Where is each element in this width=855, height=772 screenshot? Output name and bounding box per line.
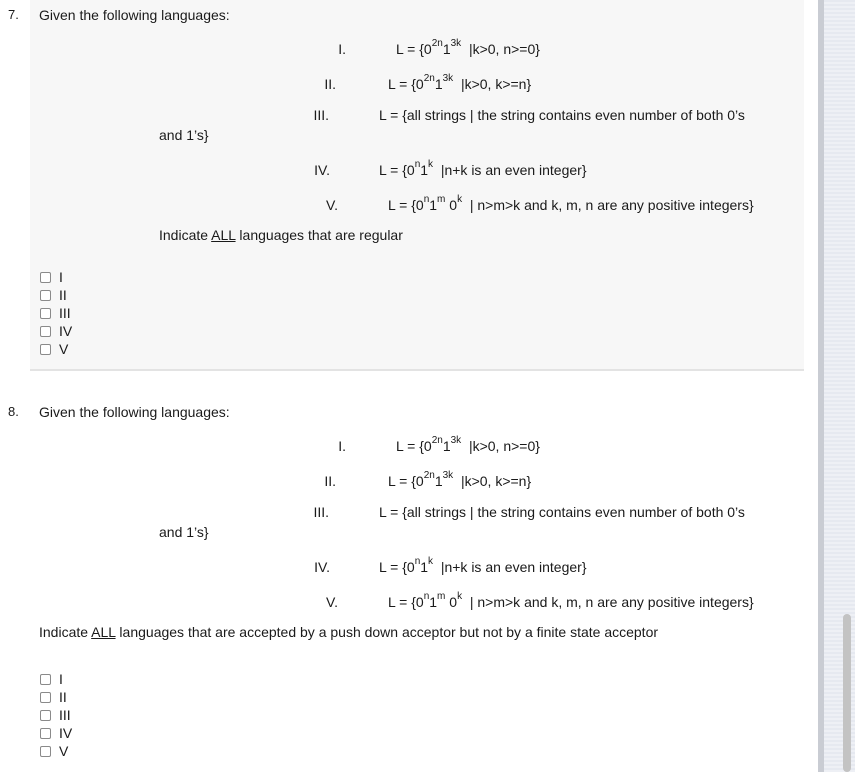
option-V[interactable] (40, 340, 68, 358)
language-definition: $L = \{0^{2n}1^{3k}$ |k>0, n>=0} (396, 435, 540, 454)
option-I[interactable] (40, 670, 63, 688)
language-definition: $L = \{0^n1^m$ 0$^k$ | n>m>k and k, m, n are any positive integers} (388, 194, 754, 213)
option-label: V (59, 743, 69, 759)
option-label: II (59, 287, 67, 303)
checkbox[interactable] (40, 674, 51, 685)
language-definition: $L = \{0^n1^m$ 0$^k$ | n>m>k and k, m, n are any positive integers} (388, 591, 754, 610)
option-II[interactable] (40, 286, 67, 304)
roman-numeral: IV. (314, 162, 330, 178)
scrollbar-thumb[interactable] (843, 614, 851, 772)
option-label: IV (59, 323, 73, 339)
option-II[interactable] (40, 688, 67, 706)
option-IV[interactable] (40, 724, 72, 742)
checkbox[interactable] (40, 728, 51, 739)
option-label: II (59, 689, 67, 705)
roman-numeral: V. (326, 197, 338, 213)
scrollbar-edge (818, 0, 824, 772)
checkbox[interactable] (40, 272, 51, 283)
option-label: III (59, 305, 71, 321)
language-definition: $L = \{0^{2n}1^{3k}$ |k>0, n>=0} (396, 38, 540, 57)
question-intro: Given the following languages: (39, 7, 230, 23)
roman-numeral: V. (326, 594, 338, 610)
option-IV[interactable] (40, 322, 72, 340)
language-definition: L = {all strings | the string contains even number of both 0’s (379, 504, 745, 520)
language-definition: $L = \{0^{2n}1^{3k}$ |k>0, k>=n} (388, 73, 532, 92)
roman-numeral: IV. (314, 559, 330, 575)
checkbox[interactable] (40, 344, 51, 355)
question-prompt: Indicate ALL languages that are accepted by a push down acceptor but not by a finite state acceptor (39, 624, 659, 640)
option-III[interactable] (40, 706, 71, 724)
option-I[interactable] (40, 268, 63, 286)
question-number: 8. (8, 404, 19, 419)
definition-continuation: and 1’s} (159, 524, 209, 540)
language-definition: $L = \{0^n1^k$ |n+k is an even integer} (379, 556, 587, 575)
roman-numeral: III. (313, 504, 329, 520)
option-label: IV (59, 725, 73, 741)
checkbox[interactable] (40, 692, 51, 703)
language-definition: $L = \{0^n1^k$ |n+k is an even integer} (379, 159, 587, 178)
question-prompt: Indicate ALL languages that are regular (159, 227, 403, 243)
option-label: I (59, 671, 63, 687)
checkbox[interactable] (40, 746, 51, 757)
roman-numeral: II. (324, 473, 336, 489)
checkbox[interactable] (40, 290, 51, 301)
roman-numeral: III. (313, 107, 329, 123)
checkbox[interactable] (40, 710, 51, 721)
roman-numeral: I. (338, 438, 346, 454)
option-label: III (59, 707, 71, 723)
checkbox[interactable] (40, 326, 51, 337)
option-III[interactable] (40, 304, 71, 322)
roman-numeral: II. (324, 76, 336, 92)
roman-numeral: I. (338, 41, 346, 57)
option-V[interactable] (40, 742, 68, 760)
option-label: V (59, 341, 69, 357)
question-intro: Given the following languages: (39, 404, 230, 420)
language-definition: L = {all strings | the string contains even number of both 0’s (379, 107, 745, 123)
question-number: 7. (8, 7, 19, 22)
option-label: I (59, 269, 63, 285)
language-definition: $L = \{0^{2n}1^{3k}$ |k>0, k>=n} (388, 470, 532, 489)
checkbox[interactable] (40, 308, 51, 319)
definition-continuation: and 1’s} (159, 127, 209, 143)
